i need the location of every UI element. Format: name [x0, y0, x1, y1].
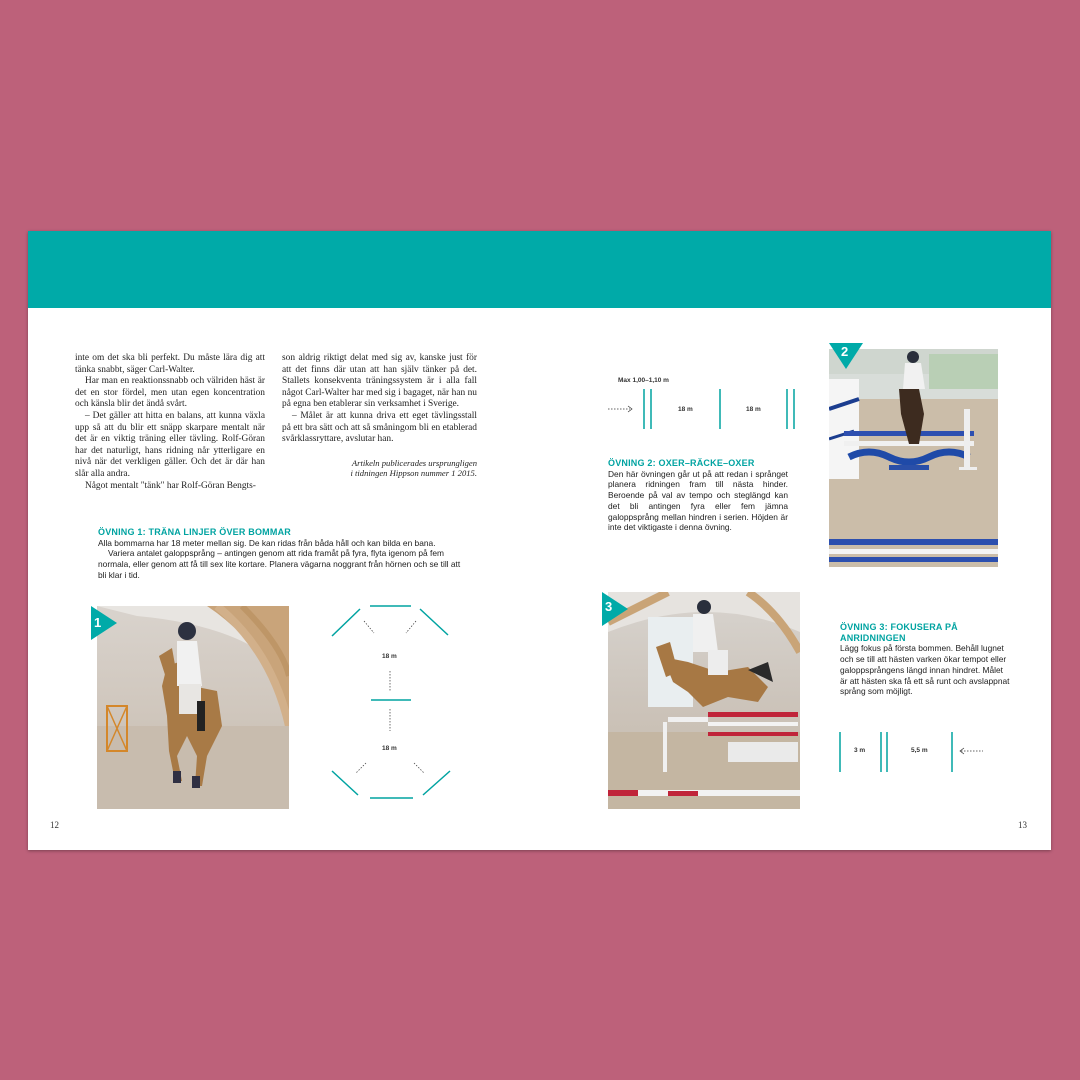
- exercise-1: [98, 527, 468, 581]
- paragraph: inte om det ska bli perfekt. Du måste lära dig att tänka snabbt, säger Carl-Walter.: [75, 353, 265, 375]
- diagram-2-oxer-rail-oxer: [608, 387, 808, 437]
- photo-3-number: 3: [605, 599, 613, 614]
- page-number-right: 13: [1018, 820, 1027, 830]
- diagram-2-dist-2: 18 m: [746, 406, 761, 413]
- photo-2-horse-jump-oxer: [829, 349, 998, 567]
- text-column-1: [75, 353, 265, 492]
- exercise-3-title: ÖVNING 3: FOKUSERA PÅ ANRIDNINGEN: [840, 622, 958, 643]
- paragraph: – Det gäller att hitta en balans, att kunna växla upp så att du blir ett snäpp skarpare mentalt när det är en viktig träning eller tävling. Rolf-Göran har det naturligt, hans ridning når ytterligare en nivå när det verkligen gäller. Och det är där han slår alla andra.: [75, 410, 265, 479]
- photo-1-horse-canter: [97, 606, 289, 809]
- diagram-1-label-top: 18 m: [382, 653, 397, 660]
- diagram-3-approach: [833, 730, 993, 780]
- text-column-2: [282, 353, 477, 479]
- exercise-1-p2: Variera antalet galoppsprång – antingen genom att rida framåt på fyra, flyta igenom på fem normala, eller genom att få till sex lite kortare. Planera vägarna noggrant från hörnen och se till att bli klar i tid.: [98, 548, 461, 580]
- paragraph: Något mentalt "tänk" har Rolf-Göran Bengts-: [85, 480, 256, 491]
- diagram-3-dist-2: 5,5 m: [911, 747, 928, 754]
- paragraph: Har man en reaktionssnabb och välriden häst är det en stor fördel, men utan egen koncentration och känsla blir det ändå svårt.: [75, 376, 265, 410]
- article-credit: Artikeln publicerades ursprungligen i tidningen Hippson nummer 1 2015.: [350, 457, 477, 479]
- diagram-2-max-label: Max 1,00–1,10 m: [618, 377, 669, 384]
- exercise-2-text: Den här övningen går ut på att redan i språnget planera ridningen fram till nästa hinder. Beroende på val av tempo och steglängd kan det bli antingen fyra eller fem jämna galoppsprång mellan hindren i serien. Höjden är inte det viktigaste i denna övning.: [608, 468, 788, 533]
- exercise-1-p1: Alla bommarna har 18 meter mellan sig. De kan ridas från båda håll och kan bilda en bana.: [98, 537, 436, 548]
- diagram-1-poles: [328, 603, 458, 803]
- photo-3-horse-jump-vertical: [608, 592, 800, 809]
- exercise-3: [840, 622, 1010, 697]
- diagram-1-label-bottom: 18 m: [382, 745, 397, 752]
- exercise-2-title: ÖVNING 2: OXER–RÄCKE–OXER: [608, 458, 755, 468]
- exercise-2: [608, 458, 788, 533]
- diagram-2-dist-1: 18 m: [678, 406, 693, 413]
- exercise-3-text: Lägg fokus på första bommen. Behåll lugnet och se till att hästen varken ökar tempot eller galoppsprångens längd innan hindret. Målet är att hästen ska få ett så runt och avslappnat språng som möjligt.: [840, 643, 1010, 697]
- photo-1-number: 1: [94, 615, 102, 630]
- paragraph: son aldrig riktigt delat med sig av, kanske just för att det finns där utan att han själv tänker på det. Stallets konsekventa träningssystem är i alla fall något Carl-Walter har med sig i bagaget, när han nu på egna ben etablerar sin verksamhet i Sverige.: [282, 353, 477, 410]
- paragraph: – Målet är att kunna driva ett eget tävlingsstall på ett bra sätt och att så småningom bli en etablerad svårklassryttare, avslutar han.: [282, 410, 477, 445]
- magazine-spread: [28, 231, 1051, 850]
- page-number-left: 12: [50, 820, 59, 830]
- diagram-3-dist-1: 3 m: [854, 747, 866, 754]
- photo-2-number: 2: [841, 344, 849, 359]
- exercise-1-title: ÖVNING 1: TRÄNA LINJER ÖVER BOMMAR: [98, 527, 291, 537]
- header-band: [28, 231, 1051, 308]
